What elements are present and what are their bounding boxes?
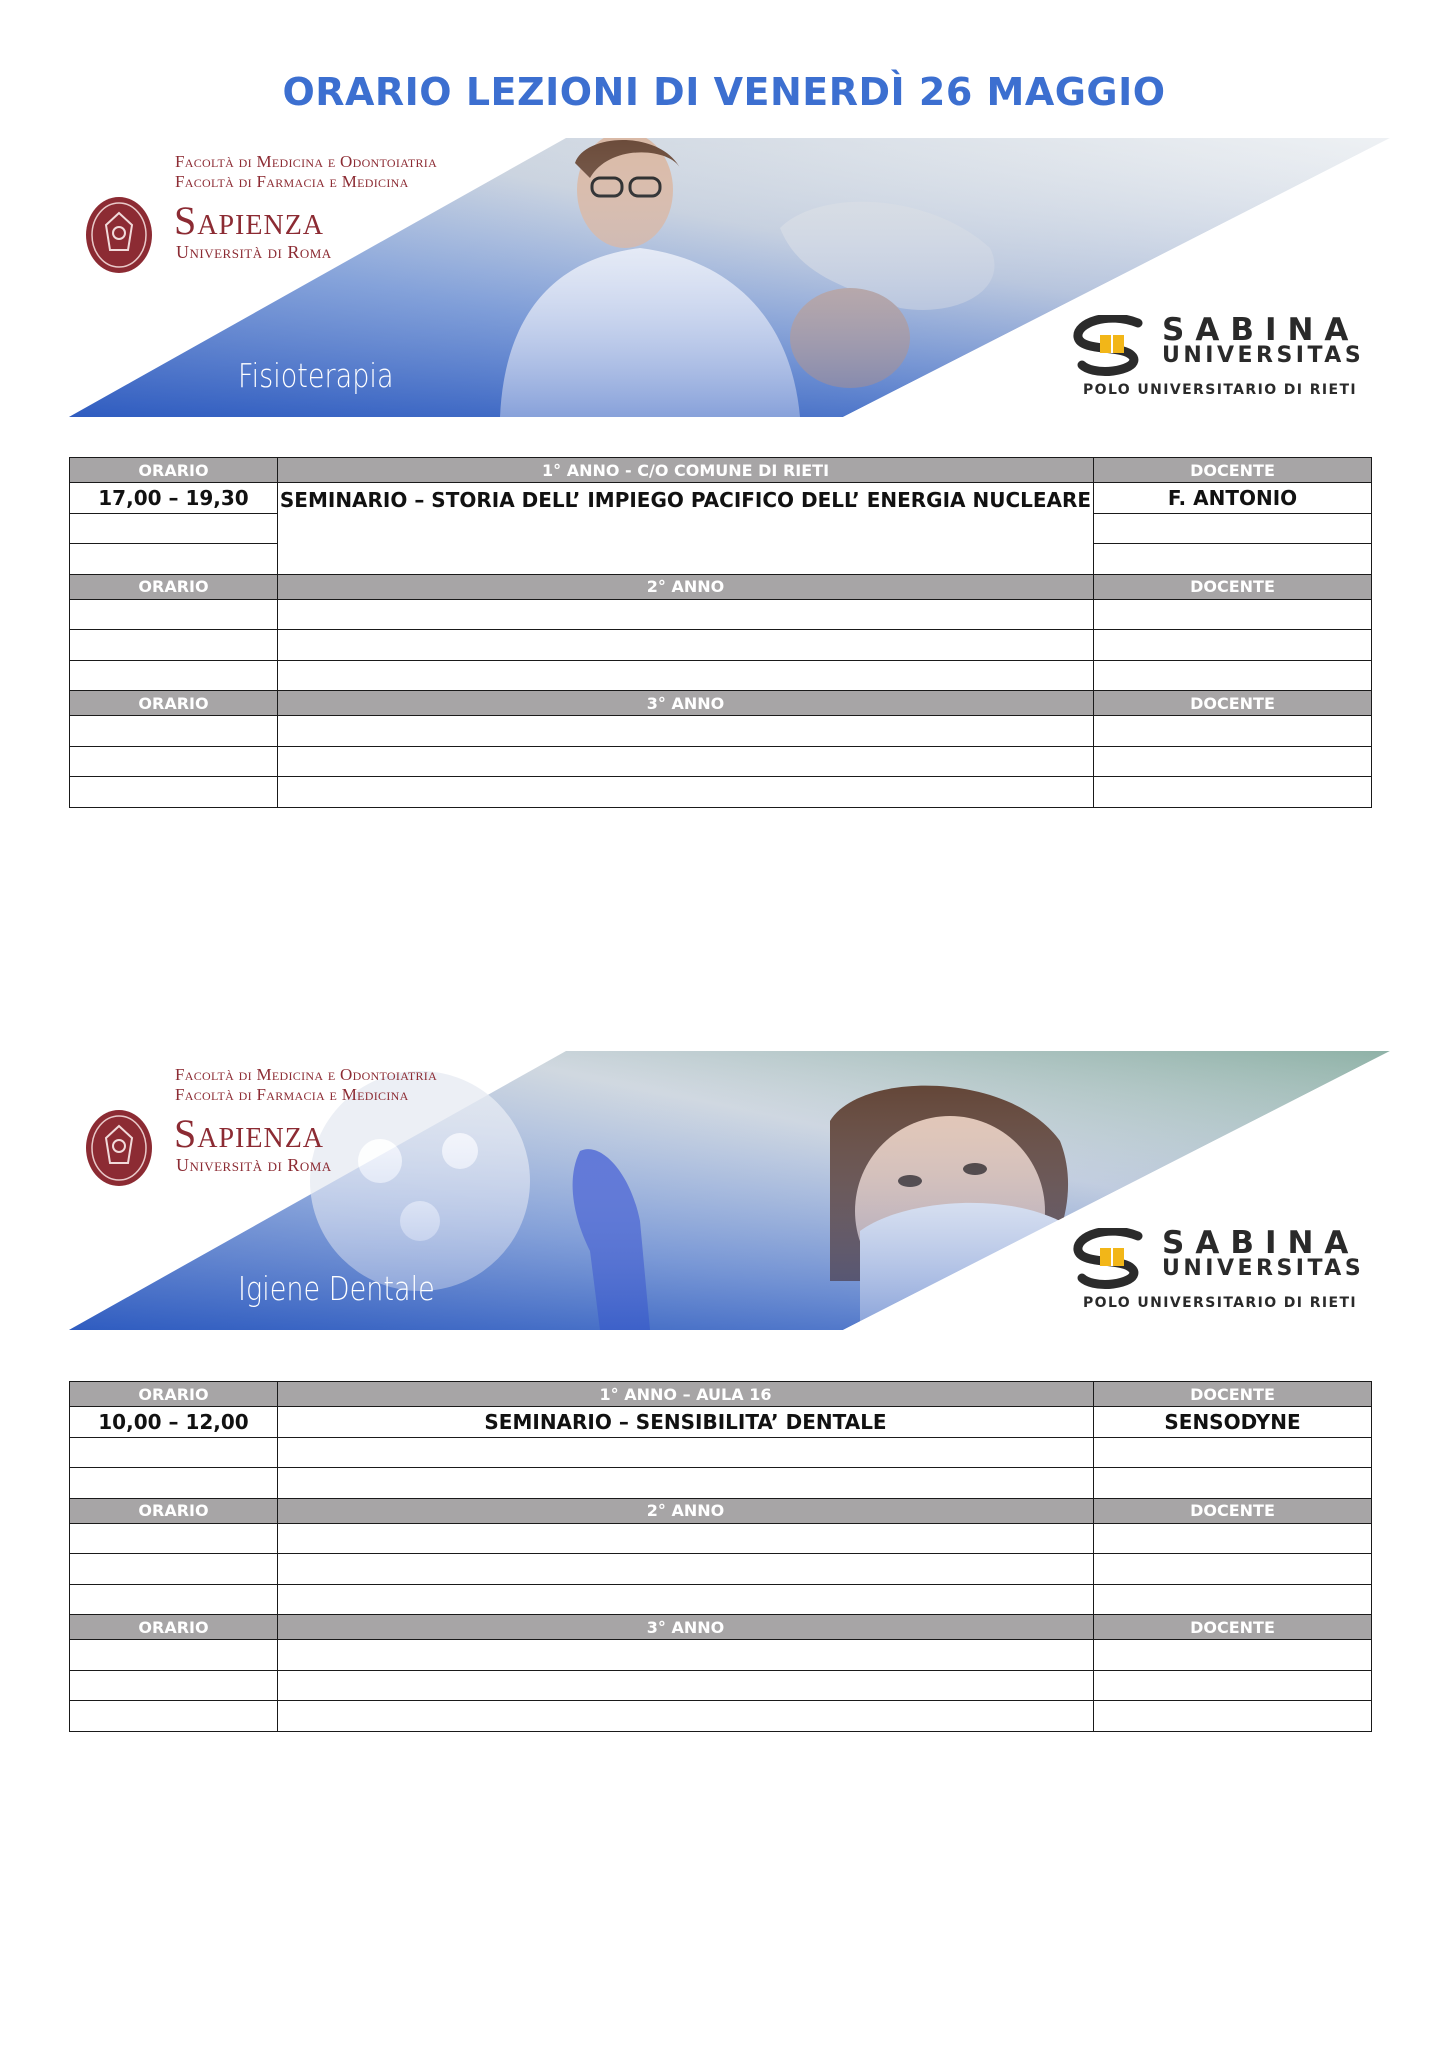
empty-cell xyxy=(70,777,278,808)
sapienza-seal-icon xyxy=(84,1108,154,1188)
table-row xyxy=(70,599,1372,630)
empty-cell xyxy=(1094,1640,1372,1671)
sapienza-wordmark: Sapienza xyxy=(174,198,325,243)
sabina-logo-icon xyxy=(1068,1228,1158,1290)
table-header-row xyxy=(70,1382,1372,1407)
table-row xyxy=(70,1584,1372,1615)
empty-cell xyxy=(1094,1670,1372,1701)
sabina-polo: POLO UNIVERSITARIO DI RIETI xyxy=(1083,382,1358,398)
table-row xyxy=(70,716,1372,747)
docente-header: DOCENTE xyxy=(1094,1498,1372,1523)
empty-cell xyxy=(1094,777,1372,808)
empty-cell xyxy=(1094,544,1372,575)
orario-header: ORARIO xyxy=(70,1382,278,1407)
table-row xyxy=(70,1523,1372,1554)
year-header: 3° ANNO xyxy=(278,691,1094,716)
empty-cell xyxy=(278,1701,1094,1732)
table-header-row xyxy=(70,1615,1372,1640)
sabina-universitas: UNIVERSITAS xyxy=(1162,343,1365,368)
empty-cell xyxy=(70,660,278,691)
empty-cell xyxy=(1094,1523,1372,1554)
table-row xyxy=(70,1701,1372,1732)
year-header: 3° ANNO xyxy=(278,1615,1094,1640)
table-header-row xyxy=(70,1498,1372,1523)
docente-header: DOCENTE xyxy=(1094,574,1372,599)
table-row xyxy=(70,660,1372,691)
orario-header: ORARIO xyxy=(70,1498,278,1523)
year-header: 1° ANNO – AULA 16 xyxy=(278,1382,1094,1407)
table-row xyxy=(70,1670,1372,1701)
time-cell: 10,00 – 12,00 xyxy=(70,1407,278,1438)
empty-cell xyxy=(70,599,278,630)
empty-cell xyxy=(1094,1468,1372,1499)
empty-cell xyxy=(70,630,278,661)
table-row xyxy=(70,1640,1372,1671)
table-row xyxy=(70,777,1372,808)
table-row xyxy=(70,483,1372,514)
subject-cell: SEMINARIO – SENSIBILITA’ DENTALE xyxy=(278,1407,1094,1438)
empty-cell xyxy=(70,1701,278,1732)
empty-cell xyxy=(70,544,278,575)
empty-cell xyxy=(278,630,1094,661)
orario-header: ORARIO xyxy=(70,574,278,599)
table-row xyxy=(70,1468,1372,1499)
empty-cell xyxy=(1094,1554,1372,1585)
faculty-line-1: Facoltà di Medicina e Odontoiatria xyxy=(175,152,438,171)
docente-header: DOCENTE xyxy=(1094,1615,1372,1640)
empty-cell xyxy=(278,1437,1094,1468)
teacher-cell: SENSODYNE xyxy=(1094,1407,1372,1438)
teacher-cell: F. ANTONIO xyxy=(1094,483,1372,514)
empty-cell xyxy=(1094,660,1372,691)
empty-cell xyxy=(1094,513,1372,544)
sapienza-seal-icon xyxy=(84,195,154,275)
table-row xyxy=(70,746,1372,777)
empty-cell xyxy=(70,1468,278,1499)
empty-cell xyxy=(278,1554,1094,1585)
faculty-line-1: Facoltà di Medicina e Odontoiatria xyxy=(175,1065,438,1084)
empty-cell xyxy=(1094,1584,1372,1615)
empty-cell xyxy=(70,1554,278,1585)
empty-cell xyxy=(278,1584,1094,1615)
igiene-dentale-schedule-table xyxy=(69,1381,1372,1732)
table-row xyxy=(70,630,1372,661)
empty-cell xyxy=(1094,746,1372,777)
year-header: 1° ANNO - C/O COMUNE DI RIETI xyxy=(278,458,1094,483)
course-name: Igiene Dentale xyxy=(238,1269,435,1308)
empty-cell xyxy=(70,746,278,777)
orario-header: ORARIO xyxy=(70,458,278,483)
empty-cell xyxy=(278,660,1094,691)
sapienza-subtitle: Università di Roma xyxy=(176,242,332,262)
fisioterapia-schedule-table xyxy=(69,457,1372,808)
sabina-universitas: UNIVERSITAS xyxy=(1162,1256,1365,1281)
table-header-row xyxy=(70,691,1372,716)
empty-cell xyxy=(70,716,278,747)
empty-cell xyxy=(1094,630,1372,661)
empty-cell xyxy=(1094,1701,1372,1732)
sapienza-wordmark: Sapienza xyxy=(174,1111,325,1156)
subject-cell: SEMINARIO – STORIA DELL’ IMPIEGO PACIFICO DELL’ ENERGIA NUCLEARE xyxy=(278,483,1094,575)
sabina-name: SABINA xyxy=(1162,312,1360,348)
empty-cell xyxy=(278,1523,1094,1554)
sabina-polo: POLO UNIVERSITARIO DI RIETI xyxy=(1083,1295,1358,1311)
year-header: 2° ANNO xyxy=(278,574,1094,599)
faculty-names xyxy=(175,152,437,192)
empty-cell xyxy=(1094,716,1372,747)
table-row xyxy=(70,1437,1372,1468)
table-row xyxy=(70,1407,1372,1438)
page-title: ORARIO LEZIONI DI VENERDÌ 26 MAGGIO xyxy=(282,70,1166,114)
empty-cell xyxy=(1094,1437,1372,1468)
empty-cell xyxy=(70,1670,278,1701)
course-name: Fisioterapia xyxy=(238,356,394,395)
empty-cell xyxy=(278,1670,1094,1701)
empty-cell xyxy=(278,777,1094,808)
table-row xyxy=(70,1554,1372,1585)
empty-cell xyxy=(70,1523,278,1554)
sabina-logo-icon xyxy=(1068,315,1158,377)
docente-header: DOCENTE xyxy=(1094,691,1372,716)
empty-cell xyxy=(1094,599,1372,630)
fisioterapia-banner xyxy=(0,138,1448,423)
table-header-row xyxy=(70,574,1372,599)
empty-cell xyxy=(70,1584,278,1615)
year-header: 2° ANNO xyxy=(278,1498,1094,1523)
empty-cell xyxy=(70,513,278,544)
faculty-line-2: Facoltà di Farmacia e Medicina xyxy=(175,1085,409,1104)
docente-header: DOCENTE xyxy=(1094,1382,1372,1407)
empty-cell xyxy=(70,1640,278,1671)
empty-cell xyxy=(70,1437,278,1468)
docente-header: DOCENTE xyxy=(1094,458,1372,483)
orario-header: ORARIO xyxy=(70,691,278,716)
igiene-dentale-banner xyxy=(0,1051,1448,1336)
empty-cell xyxy=(278,599,1094,630)
table-header-row xyxy=(70,458,1372,483)
orario-header: ORARIO xyxy=(70,1615,278,1640)
time-cell: 17,00 – 19,30 xyxy=(70,483,278,514)
empty-cell xyxy=(278,716,1094,747)
empty-cell xyxy=(278,1468,1094,1499)
faculty-line-2: Facoltà di Farmacia e Medicina xyxy=(175,172,409,191)
faculty-names xyxy=(175,1065,437,1105)
empty-cell xyxy=(278,1640,1094,1671)
empty-cell xyxy=(278,746,1094,777)
sabina-name: SABINA xyxy=(1162,1225,1360,1261)
sapienza-subtitle: Università di Roma xyxy=(176,1155,332,1175)
